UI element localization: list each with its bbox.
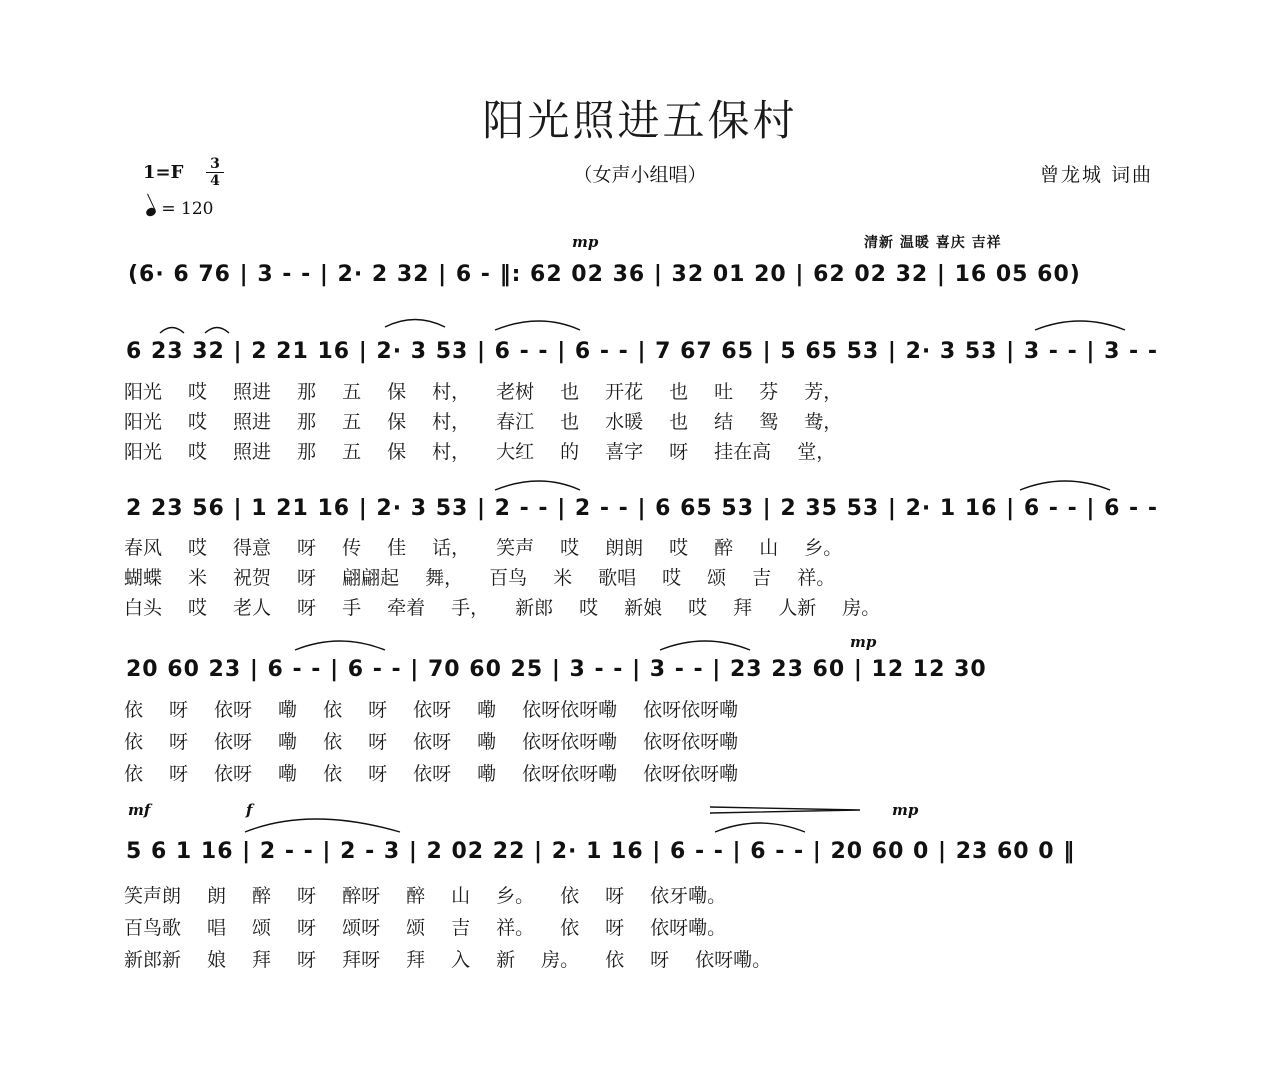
lyric-line-verse-3 (124, 759, 764, 791)
lyric-word: 老人 (233, 597, 272, 619)
lyric-word: 牵着 (387, 597, 426, 619)
lyric-word: 呀 (297, 537, 317, 559)
song-title: 阳光照进五保村 (482, 96, 798, 145)
lyric-word: 村， (432, 411, 471, 433)
dynamic-f: f (246, 801, 253, 819)
lyric-word: 吉 (451, 917, 471, 939)
lyric-word: 拜 (252, 949, 272, 971)
lyric-word: 手， (451, 597, 490, 619)
lyric-line-verse-2 (124, 727, 764, 759)
lyric-word: 手 (342, 597, 362, 619)
slur (245, 819, 400, 832)
slur (295, 641, 385, 650)
time-signature-denominator: 4 (210, 173, 220, 189)
lyric-word: 得意 (233, 537, 272, 559)
lyric-word: 依呀依呀嘞 (643, 731, 739, 753)
lyric-word: 依 (323, 763, 343, 785)
lyric-word: 哎 (188, 381, 208, 403)
lyric-word: 哎 (188, 537, 208, 559)
lyric-word: 呀 (169, 699, 189, 721)
lyrics-block-3 (124, 533, 906, 623)
lyric-word: 舞， (425, 567, 464, 589)
lyric-word: 依 (124, 699, 144, 721)
lyric-word: 呀 (605, 885, 625, 907)
lyric-word: 房。 (541, 949, 580, 971)
lyric-word: 阳光 (124, 441, 163, 463)
lyric-word: 佳 (387, 537, 407, 559)
lyric-word: 祥。 (496, 917, 535, 939)
lyric-word: 米 (553, 567, 573, 589)
lyric-word: 嘞 (278, 699, 298, 721)
lyric-word: 山 (451, 885, 471, 907)
dynamic-mf: mf (128, 801, 151, 819)
lyric-word: 嘞 (477, 731, 497, 753)
slur (1020, 481, 1110, 490)
slur (205, 328, 229, 334)
lyric-word: 鸯， (804, 411, 843, 433)
lyric-word: 挂在高 (714, 441, 772, 463)
tempo-marking (146, 199, 214, 219)
lyric-word: 呀 (605, 917, 625, 939)
lyric-word: 那 (297, 411, 317, 433)
lyric-word: 呀 (297, 917, 317, 939)
hairpin-diminuendo (710, 807, 860, 813)
music-line-4: 20 60 23 | 6 - - | 6 - - | 70 60 25 | 3 - - | 3 - - | 23 23 60 | 12 12 30 (126, 657, 987, 682)
lyric-word: 新娘 (624, 597, 663, 619)
lyric-word: 春风 (124, 537, 163, 559)
lyric-word: 拜 (406, 949, 426, 971)
lyric-word: 拜 (733, 597, 753, 619)
lyric-line-verse-1 (124, 533, 906, 563)
lyric-word: 依 (124, 763, 144, 785)
lyric-word: 颂呀 (342, 917, 381, 939)
lyric-word: 也 (560, 381, 580, 403)
lyric-word: 阳光 (124, 411, 163, 433)
lyric-word: 大红 (496, 441, 535, 463)
lyric-word: 依呀 (214, 731, 253, 753)
lyric-word: 朗 (207, 885, 227, 907)
lyric-word: 醉 (406, 885, 426, 907)
lyric-word: 呀 (297, 949, 317, 971)
lyric-line-verse-2 (124, 913, 797, 945)
lyric-word: 人新 (778, 597, 817, 619)
lyric-word: 白头 (124, 597, 163, 619)
lyric-word: 堂， (797, 441, 836, 463)
lyric-word: 房。 (842, 597, 881, 619)
lyric-word: 嘞 (278, 731, 298, 753)
lyric-word: 依呀 (413, 763, 452, 785)
lyric-word: 照进 (233, 381, 272, 403)
lyric-word: 传 (342, 537, 362, 559)
lyric-word: 鸳 (759, 411, 779, 433)
dynamic-mp-refrain: mp (850, 633, 877, 651)
lyric-word: 呀 (650, 949, 670, 971)
lyric-word: 山 (759, 537, 779, 559)
lyric-word: 颂 (406, 917, 426, 939)
lyric-line-verse-1 (124, 881, 797, 913)
lyric-word: 拜呀 (342, 949, 381, 971)
lyric-line-verse-2 (124, 563, 906, 593)
performance-note: （女声小组唱） (573, 164, 707, 186)
lyric-word: 笑声朗 (124, 885, 182, 907)
lyric-word: 老树 (496, 381, 535, 403)
slur (495, 321, 580, 330)
lyric-word: 吉 (752, 567, 772, 589)
lyric-word: 米 (188, 567, 208, 589)
slur (385, 320, 445, 328)
lyric-line-verse-3 (124, 437, 868, 467)
lyric-word: 笑声 (496, 537, 535, 559)
lyric-word: 也 (669, 411, 689, 433)
slur (660, 641, 750, 650)
lyric-word: 祥。 (797, 567, 836, 589)
lyric-word: 呀 (368, 731, 388, 753)
lyric-line-verse-3 (124, 593, 906, 623)
slur (160, 328, 184, 334)
lyric-word: 呀 (669, 441, 689, 463)
lyric-word: 嘞 (477, 763, 497, 785)
lyric-word: 醉呀 (342, 885, 381, 907)
music-line-5: 5 6 1 16 | 2 - - | 2 - 3 | 2 02 22 | 2· 1 16 | 6 - - | 6 - - | 20 60 0 | 23 60 0 ‖ (126, 839, 1076, 864)
lyric-word: 哎 (188, 441, 208, 463)
expression-marking: 清新 温暖 喜庆 吉祥 (864, 235, 1002, 251)
lyric-word: 入 (451, 949, 471, 971)
lyric-word: 百鸟 (489, 567, 528, 589)
lyric-word: 依呀 (413, 731, 452, 753)
lyric-word: 依 (560, 917, 580, 939)
lyric-word: 吐 (714, 381, 734, 403)
lyric-word: 醉 (714, 537, 734, 559)
lyric-word: 阳光 (124, 381, 163, 403)
lyric-word: 依牙嘞。 (650, 885, 727, 907)
lyric-word: 村， (432, 441, 471, 463)
lyric-word: 依呀 (413, 699, 452, 721)
lyrics-block-4 (124, 695, 764, 791)
lyric-word: 哎 (662, 567, 682, 589)
lyric-word: 也 (669, 381, 689, 403)
lyric-line-verse-1 (124, 695, 764, 727)
lyric-word: 翩翩起 (342, 567, 400, 589)
lyric-word: 依呀依呀嘞 (522, 731, 618, 753)
lyric-word: 结 (714, 411, 734, 433)
lyric-word: 开花 (605, 381, 644, 403)
lyric-word: 朗朗 (605, 537, 644, 559)
lyric-word: 保 (387, 411, 407, 433)
lyric-word: 娘 (207, 949, 227, 971)
lyric-word: 那 (297, 441, 317, 463)
lyric-word: 颂 (252, 917, 272, 939)
lyric-word: 乡。 (804, 537, 843, 559)
lyric-word: 依呀依呀嘞 (643, 699, 739, 721)
lyric-word: 依呀 (214, 699, 253, 721)
lyric-word: 五 (342, 441, 362, 463)
lyric-word: 新郎新 (124, 949, 182, 971)
slur (1035, 321, 1125, 330)
lyric-word: 呀 (297, 885, 317, 907)
lyric-word: 依 (605, 949, 625, 971)
lyric-word: 嘞 (477, 699, 497, 721)
tempo-value: = 120 (161, 199, 214, 219)
lyric-word: 哎 (188, 411, 208, 433)
lyric-word: 也 (560, 411, 580, 433)
lyric-word: 呀 (297, 597, 317, 619)
lyric-word: 依 (323, 699, 343, 721)
lyric-word: 村， (432, 381, 471, 403)
music-line-intro: (6· 6 76 | 3 - - | 2· 2 32 | 6 - ‖: 62 02 36 | 32 01 20 | 62 02 32 | 16 05 60) (128, 262, 1081, 287)
quarter-note-icon (145, 206, 157, 217)
lyric-word: 的 (560, 441, 580, 463)
lyric-line-verse-3 (124, 945, 797, 977)
lyric-word: 依呀依呀嘞 (643, 763, 739, 785)
lyric-word: 依呀 (214, 763, 253, 785)
lyric-word: 歌唱 (598, 567, 637, 589)
lyric-word: 依 (124, 731, 144, 753)
slur (715, 823, 805, 832)
lyric-word: 哎 (669, 537, 689, 559)
lyric-word: 乡。 (496, 885, 535, 907)
music-line-3: 2 23 56 | 1 21 16 | 2· 3 53 | 2 - - | 2 - - | 6 65 53 | 2 35 53 | 2· 1 16 | 6 - - | 6 - - (126, 496, 1158, 521)
lyric-word: 呀 (297, 567, 317, 589)
lyric-word: 保 (387, 381, 407, 403)
lyric-word: 哎 (579, 597, 599, 619)
lyric-word: 话， (432, 537, 471, 559)
time-signature-numerator: 3 (210, 156, 220, 172)
lyric-word: 春江 (496, 411, 535, 433)
lyric-word: 呀 (368, 763, 388, 785)
composer-credit: 曾龙城 词曲 (1040, 164, 1154, 186)
slur (495, 481, 580, 490)
lyric-word: 水暖 (605, 411, 644, 433)
dynamic-mp-ending: mp (892, 801, 919, 819)
lyric-word: 蝴蝶 (124, 567, 163, 589)
lyric-word: 新郎 (515, 597, 554, 619)
lyric-word: 喜字 (605, 441, 644, 463)
lyric-word: 五 (342, 411, 362, 433)
lyric-word: 依呀依呀嘞 (522, 763, 618, 785)
lyric-word: 保 (387, 441, 407, 463)
lyric-word: 颂 (707, 567, 727, 589)
lyric-word: 百鸟歌 (124, 917, 182, 939)
lyric-word: 五 (342, 381, 362, 403)
lyric-word: 照进 (233, 411, 272, 433)
lyric-line-verse-2 (124, 407, 868, 437)
lyric-word: 嘞 (278, 763, 298, 785)
key-signature: 1=F (143, 162, 184, 183)
lyric-word: 哎 (688, 597, 708, 619)
lyric-word: 唱 (207, 917, 227, 939)
lyric-word: 照进 (233, 441, 272, 463)
lyric-word: 哎 (560, 537, 580, 559)
lyric-word: 呀 (368, 699, 388, 721)
lyric-word: 依呀嘞。 (695, 949, 772, 971)
lyric-word: 祝贺 (233, 567, 272, 589)
dynamic-mp-intro: mp (572, 233, 599, 251)
lyric-word: 芬 (759, 381, 779, 403)
lyric-word: 依 (323, 731, 343, 753)
lyric-word: 醉 (252, 885, 272, 907)
lyrics-block-5 (124, 881, 797, 977)
lyric-word: 哎 (188, 597, 208, 619)
lyrics-block-2 (124, 377, 868, 467)
lyric-word: 新 (496, 949, 516, 971)
lyric-word: 呀 (169, 731, 189, 753)
lyric-word: 呀 (169, 763, 189, 785)
lyric-word: 那 (297, 381, 317, 403)
lyric-word: 芳， (804, 381, 843, 403)
lyric-word: 依 (560, 885, 580, 907)
lyric-word: 依呀依呀嘞 (522, 699, 618, 721)
music-line-2: 6 23 32 | 2 21 16 | 2· 3 53 | 6 - - | 6 - - | 7 67 65 | 5 65 53 | 2· 3 53 | 3 - - | 3 - - (126, 339, 1158, 364)
lyric-word: 依呀嘞。 (650, 917, 727, 939)
lyric-line-verse-1 (124, 377, 868, 407)
